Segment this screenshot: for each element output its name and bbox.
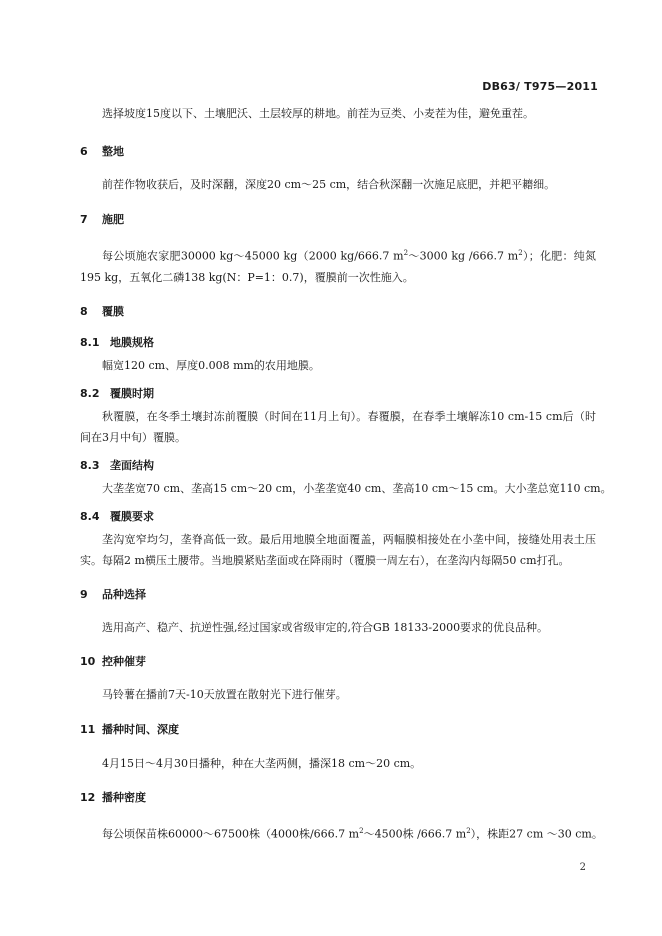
section-title: 品种选择 xyxy=(102,588,146,601)
section-7-paragraph xyxy=(80,243,596,288)
text-run: ），株距27 cm ～30 cm。 xyxy=(470,827,603,841)
superscript: 2 xyxy=(518,249,523,257)
section-7-heading xyxy=(80,211,124,227)
section-number: 7 xyxy=(80,213,88,226)
section-8-1-heading xyxy=(80,334,154,350)
intro-paragraph: 选择坡度15度以下、土壤肥沃、土层较厚的耕地。前茬为豆类、小麦茬为佳，避免重茬。 xyxy=(102,107,534,120)
section-number: 8 xyxy=(80,305,88,318)
section-title: 播种密度 xyxy=(102,791,146,804)
section-8-2-heading xyxy=(80,385,154,401)
text-run: ～4500株 /666.7 m xyxy=(363,827,467,841)
section-11-heading xyxy=(80,721,179,737)
section-8-4-paragraph: 垄沟宽窄均匀，垄脊高低一致。最后用地膜全地面覆盖，两幅膜相接处在小垄中间，接缝处用表土压实。每隔2 m横压土腰带。当地膜紧贴垄面或在降雨时（覆膜一周左右），在垄沟内每隔50 cm打孔。 xyxy=(80,533,596,567)
section-number: 8.2 xyxy=(80,387,100,400)
section-12-paragraph xyxy=(80,821,603,845)
text-run: ）；化肥：纯氮195 kg，五氧化二磷138 kg(N：P=1：0.7)，覆膜前一次性施入。 xyxy=(80,249,597,284)
text-run: 每公顷施农家肥30000 kg～45000 kg（2000 kg/666.7 m xyxy=(102,249,404,263)
superscript: 2 xyxy=(359,827,364,835)
page-number: 2 xyxy=(579,862,586,873)
section-8-4-heading xyxy=(80,508,154,524)
section-title: 播种时间、深度 xyxy=(102,723,179,736)
text-run: ～3000 kg /666.7 m xyxy=(408,249,519,263)
section-title: 控种催芽 xyxy=(102,655,146,668)
section-number: 12 xyxy=(80,791,96,804)
document-code: DB63/ T975—2011 xyxy=(482,80,598,93)
section-8-heading xyxy=(80,303,124,319)
text-run: 每公顷保苗株60000～67500株（4000株/666.7 m xyxy=(102,827,360,841)
section-9-heading xyxy=(80,586,146,602)
section-number: 8.3 xyxy=(80,459,100,472)
section-10-heading xyxy=(80,653,146,669)
section-title: 施肥 xyxy=(102,213,124,226)
section-title: 覆膜时期 xyxy=(110,387,154,400)
section-8-3-paragraph: 大垄垄宽70 cm、垄高15 cm～20 cm，小垄垄宽40 cm、垄高10 cm～15 cm。大小垄总宽110 cm。 xyxy=(102,482,612,495)
section-number: 10 xyxy=(80,655,96,668)
section-number: 11 xyxy=(80,723,96,736)
section-8-3-heading xyxy=(80,457,154,473)
section-title: 覆膜 xyxy=(102,305,124,318)
section-11-paragraph: 4月15日～4月30日播种，种在大垄两侧，播深18 cm～20 cm。 xyxy=(102,757,422,770)
section-6-heading xyxy=(80,143,124,159)
section-number: 8.4 xyxy=(80,510,100,523)
section-title: 垄面结构 xyxy=(110,459,154,472)
section-10-paragraph: 马铃薯在播前7天-10天放置在散射光下进行催芽。 xyxy=(102,688,347,701)
section-9-paragraph: 选用高产、稳产、抗逆性强,经过国家或省级审定的,符合GB 18133-2000要求的优良品种。 xyxy=(102,621,549,634)
section-12-heading xyxy=(80,789,146,805)
section-8-2-paragraph: 秋覆膜，在冬季土壤封冻前覆膜（时间在11月上旬）。春覆膜，在春季土壤解冻10 cm-15 cm后（时间在3月中旬）覆膜。 xyxy=(80,410,596,444)
section-title: 整地 xyxy=(102,145,124,158)
section-title: 地膜规格 xyxy=(110,336,154,349)
superscript: 2 xyxy=(403,249,409,257)
section-8-1-paragraph: 幅宽120 cm、厚度0.008 mm的农用地膜。 xyxy=(102,359,320,372)
section-6-paragraph: 前茬作物收获后，及时深翻，深度20 cm～25 cm，结合秋深翻一次施足底肥，并耙平耱细。 xyxy=(102,178,556,191)
superscript: 2 xyxy=(466,827,471,835)
section-title: 覆膜要求 xyxy=(110,510,154,523)
section-number: 9 xyxy=(80,588,88,601)
section-number: 6 xyxy=(80,145,88,158)
section-number: 8.1 xyxy=(80,336,100,349)
